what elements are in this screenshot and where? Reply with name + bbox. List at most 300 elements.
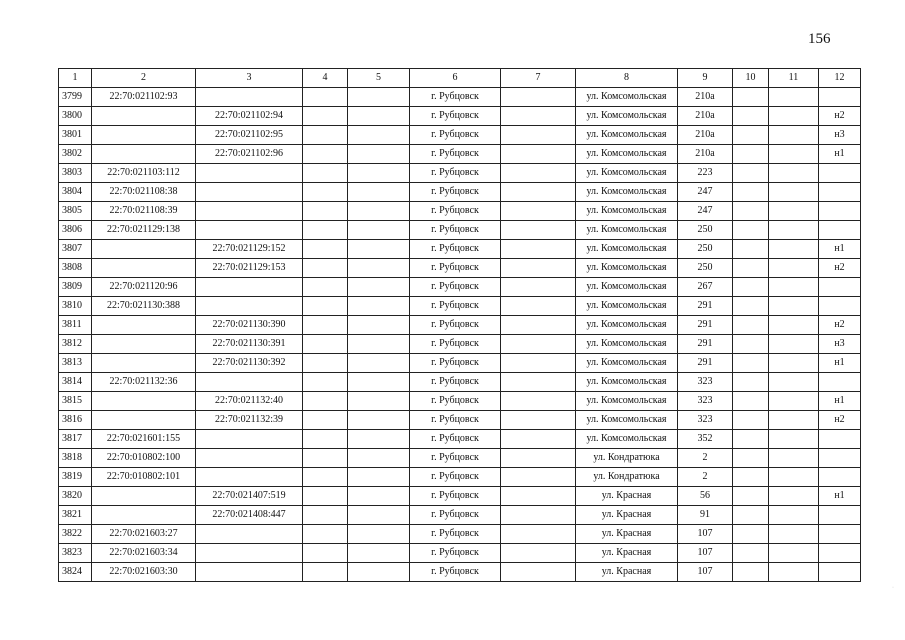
table-cell-col-3: 22:70:021102:94 <box>196 107 303 126</box>
table-cell-col-6: г. Рубцовск <box>410 297 501 316</box>
table-cell-col-3 <box>196 164 303 183</box>
table-cell-col-9: 323 <box>678 411 733 430</box>
table-cell-col-11 <box>769 468 819 487</box>
table-cell-col-6: г. Рубцовск <box>410 392 501 411</box>
table-row <box>59 335 861 354</box>
table-cell-col-2 <box>92 411 196 430</box>
table-row <box>59 373 861 392</box>
table-cell-col-11 <box>769 430 819 449</box>
table-cell-col-11 <box>769 145 819 164</box>
table-cell-col-2: 22:70:021102:93 <box>92 88 196 107</box>
table-cell-col-11 <box>769 563 819 582</box>
table-cell-col-3 <box>196 88 303 107</box>
table-cell-col-5 <box>348 411 410 430</box>
table-cell-col-10 <box>733 506 769 525</box>
table-cell-col-7 <box>501 392 576 411</box>
table-cell-col-7 <box>501 202 576 221</box>
table-cell-col-2 <box>92 107 196 126</box>
table-cell-col-12 <box>819 278 861 297</box>
column-header-4: 4 <box>303 69 348 88</box>
table-cell-col-2 <box>92 316 196 335</box>
table-cell-col-5 <box>348 563 410 582</box>
table-cell-col-12 <box>819 373 861 392</box>
table-cell-col-10 <box>733 449 769 468</box>
table-cell-col-1: 3811 <box>59 316 92 335</box>
table-cell-col-3 <box>196 468 303 487</box>
table-cell-col-3: 22:70:021130:391 <box>196 335 303 354</box>
table-cell-col-6: г. Рубцовск <box>410 221 501 240</box>
table-cell-col-4 <box>303 259 348 278</box>
table-cell-col-8: ул. Комсомольская <box>576 88 678 107</box>
table-cell-col-8: ул. Красная <box>576 544 678 563</box>
table-cell-col-11 <box>769 392 819 411</box>
table-cell-col-5 <box>348 487 410 506</box>
table-cell-col-3 <box>196 183 303 202</box>
table-cell-col-3 <box>196 544 303 563</box>
table-cell-col-2 <box>92 126 196 145</box>
table-cell-col-3: 22:70:021132:39 <box>196 411 303 430</box>
table-cell-col-11 <box>769 316 819 335</box>
table-cell-col-1: 3804 <box>59 183 92 202</box>
table-cell-col-8: ул. Комсомольская <box>576 297 678 316</box>
table-header-row <box>59 69 861 88</box>
table-cell-col-11 <box>769 240 819 259</box>
table-cell-col-3: 22:70:021130:390 <box>196 316 303 335</box>
table-cell-col-1: 3815 <box>59 392 92 411</box>
table-cell-col-7 <box>501 335 576 354</box>
table-cell-col-6: г. Рубцовск <box>410 183 501 202</box>
table-cell-col-3: 22:70:021102:96 <box>196 145 303 164</box>
table-cell-col-7 <box>501 240 576 259</box>
table-cell-col-1: 3818 <box>59 449 92 468</box>
table-cell-col-4 <box>303 126 348 145</box>
table-cell-col-11 <box>769 202 819 221</box>
table-cell-col-1: 3812 <box>59 335 92 354</box>
table-cell-col-6: г. Рубцовск <box>410 240 501 259</box>
table-cell-col-7 <box>501 354 576 373</box>
table-cell-col-4 <box>303 278 348 297</box>
table-cell-col-11 <box>769 449 819 468</box>
table-cell-col-12: н1 <box>819 354 861 373</box>
table-cell-col-2: 22:70:021129:138 <box>92 221 196 240</box>
table-cell-col-2: 22:70:021603:30 <box>92 563 196 582</box>
table-cell-col-11 <box>769 487 819 506</box>
table-cell-col-8: ул. Комсомольская <box>576 240 678 259</box>
table-cell-col-3: 22:70:021132:40 <box>196 392 303 411</box>
table-cell-col-11 <box>769 126 819 145</box>
column-header-11: 11 <box>769 69 819 88</box>
table-cell-col-11 <box>769 297 819 316</box>
table-cell-col-4 <box>303 354 348 373</box>
table-cell-col-6: г. Рубцовск <box>410 259 501 278</box>
table-cell-col-1: 3809 <box>59 278 92 297</box>
table-cell-col-5 <box>348 335 410 354</box>
table-cell-col-10 <box>733 411 769 430</box>
table-row <box>59 525 861 544</box>
table-cell-col-6: г. Рубцовск <box>410 544 501 563</box>
table-cell-col-4 <box>303 392 348 411</box>
table-cell-col-6: г. Рубцовск <box>410 164 501 183</box>
table-cell-col-7 <box>501 430 576 449</box>
table-cell-col-10 <box>733 240 769 259</box>
table-row <box>59 392 861 411</box>
table-cell-col-1: 3810 <box>59 297 92 316</box>
table-cell-col-2 <box>92 335 196 354</box>
table-cell-col-3: 22:70:021129:152 <box>196 240 303 259</box>
table-cell-col-9: 267 <box>678 278 733 297</box>
table-cell-col-1: 3817 <box>59 430 92 449</box>
table-cell-col-6: г. Рубцовск <box>410 468 501 487</box>
table-cell-col-4 <box>303 240 348 259</box>
table-cell-col-2: 22:70:021132:36 <box>92 373 196 392</box>
table-cell-col-8: ул. Красная <box>576 563 678 582</box>
table-cell-col-11 <box>769 183 819 202</box>
scan-speck: · <box>892 585 894 591</box>
table-cell-col-5 <box>348 316 410 335</box>
table-cell-col-1: 3823 <box>59 544 92 563</box>
table-cell-col-5 <box>348 506 410 525</box>
table-cell-col-4 <box>303 525 348 544</box>
table-cell-col-8: ул. Комсомольская <box>576 145 678 164</box>
table-cell-col-5 <box>348 525 410 544</box>
table-cell-col-12 <box>819 544 861 563</box>
table-cell-col-8: ул. Красная <box>576 525 678 544</box>
table-cell-col-8: ул. Комсомольская <box>576 278 678 297</box>
table-cell-col-8: ул. Комсомольская <box>576 392 678 411</box>
table-cell-col-12: н2 <box>819 107 861 126</box>
table-cell-col-4 <box>303 145 348 164</box>
table-cell-col-12 <box>819 183 861 202</box>
table-cell-col-2 <box>92 145 196 164</box>
table-cell-col-5 <box>348 183 410 202</box>
column-header-1: 1 <box>59 69 92 88</box>
table-cell-col-12 <box>819 202 861 221</box>
table-cell-col-11 <box>769 278 819 297</box>
table-cell-col-12 <box>819 563 861 582</box>
table-cell-col-1: 3813 <box>59 354 92 373</box>
table-cell-col-9: 250 <box>678 221 733 240</box>
table-cell-col-11 <box>769 221 819 240</box>
table-cell-col-2: 22:70:021108:38 <box>92 183 196 202</box>
table-cell-col-9: 210а <box>678 88 733 107</box>
table-cell-col-9: 291 <box>678 316 733 335</box>
table-cell-col-5 <box>348 259 410 278</box>
table-cell-col-5 <box>348 202 410 221</box>
table-cell-col-7 <box>501 278 576 297</box>
table-cell-col-4 <box>303 88 348 107</box>
table-cell-col-7 <box>501 183 576 202</box>
table-cell-col-12: н1 <box>819 392 861 411</box>
table-row <box>59 354 861 373</box>
table-cell-col-6: г. Рубцовск <box>410 563 501 582</box>
table-cell-col-8: ул. Красная <box>576 506 678 525</box>
table-cell-col-5 <box>348 88 410 107</box>
table-cell-col-12: н3 <box>819 126 861 145</box>
table-cell-col-12: н1 <box>819 487 861 506</box>
page-number: 156 <box>808 31 831 47</box>
table-cell-col-5 <box>348 164 410 183</box>
table-cell-col-1: 3801 <box>59 126 92 145</box>
table-cell-col-9: 250 <box>678 259 733 278</box>
table-cell-col-2 <box>92 487 196 506</box>
table-cell-col-3 <box>196 430 303 449</box>
table-cell-col-9: 91 <box>678 506 733 525</box>
table-row <box>59 316 861 335</box>
table-cell-col-12 <box>819 297 861 316</box>
table-cell-col-5 <box>348 468 410 487</box>
table-row <box>59 240 861 259</box>
table-cell-col-2: 22:70:021603:27 <box>92 525 196 544</box>
table-cell-col-5 <box>348 430 410 449</box>
table-row <box>59 164 861 183</box>
table-cell-col-10 <box>733 278 769 297</box>
table-cell-col-10 <box>733 202 769 221</box>
table-cell-col-12 <box>819 449 861 468</box>
table-cell-col-4 <box>303 430 348 449</box>
table-cell-col-10 <box>733 430 769 449</box>
table-cell-col-3: 22:70:021407:519 <box>196 487 303 506</box>
table-cell-col-4 <box>303 468 348 487</box>
table-cell-col-10 <box>733 259 769 278</box>
table-cell-col-11 <box>769 506 819 525</box>
table-cell-col-12: н2 <box>819 259 861 278</box>
table-cell-col-9: 210а <box>678 126 733 145</box>
table-cell-col-9: 250 <box>678 240 733 259</box>
table-cell-col-12 <box>819 88 861 107</box>
table-cell-col-6: г. Рубцовск <box>410 316 501 335</box>
table-cell-col-10 <box>733 544 769 563</box>
table-cell-col-4 <box>303 297 348 316</box>
table-cell-col-4 <box>303 449 348 468</box>
table-cell-col-6: г. Рубцовск <box>410 335 501 354</box>
table-cell-col-8: ул. Комсомольская <box>576 316 678 335</box>
column-header-7: 7 <box>501 69 576 88</box>
table-cell-col-5 <box>348 354 410 373</box>
table-cell-col-12: н1 <box>819 145 861 164</box>
table-cell-col-3 <box>196 221 303 240</box>
table-cell-col-5 <box>348 107 410 126</box>
table-cell-col-3 <box>196 278 303 297</box>
table-cell-col-5 <box>348 126 410 145</box>
table-row <box>59 487 861 506</box>
table-cell-col-7 <box>501 88 576 107</box>
table-cell-col-2 <box>92 392 196 411</box>
table-cell-col-12 <box>819 430 861 449</box>
table-cell-col-1: 3816 <box>59 411 92 430</box>
table-row <box>59 544 861 563</box>
table-cell-col-11 <box>769 373 819 392</box>
table-cell-col-4 <box>303 506 348 525</box>
table-cell-col-1: 3800 <box>59 107 92 126</box>
table-cell-col-6: г. Рубцовск <box>410 88 501 107</box>
table-row <box>59 563 861 582</box>
registry-table <box>58 68 861 582</box>
table-cell-col-12: н2 <box>819 411 861 430</box>
table-cell-col-1: 3805 <box>59 202 92 221</box>
table-cell-col-6: г. Рубцовск <box>410 430 501 449</box>
table-cell-col-10 <box>733 392 769 411</box>
table-cell-col-4 <box>303 411 348 430</box>
table-cell-col-7 <box>501 107 576 126</box>
table-cell-col-5 <box>348 544 410 563</box>
table-cell-col-1: 3822 <box>59 525 92 544</box>
table-cell-col-6: г. Рубцовск <box>410 126 501 145</box>
table-cell-col-1: 3814 <box>59 373 92 392</box>
table-cell-col-8: ул. Комсомольская <box>576 354 678 373</box>
table-cell-col-3: 22:70:021102:95 <box>196 126 303 145</box>
table-cell-col-4 <box>303 563 348 582</box>
column-header-6: 6 <box>410 69 501 88</box>
table-cell-col-9: 223 <box>678 164 733 183</box>
table-cell-col-11 <box>769 354 819 373</box>
table-cell-col-7 <box>501 468 576 487</box>
table-cell-col-9: 247 <box>678 183 733 202</box>
table-cell-col-7 <box>501 297 576 316</box>
table-cell-col-9: 323 <box>678 373 733 392</box>
table-cell-col-1: 3808 <box>59 259 92 278</box>
table-cell-col-12: н1 <box>819 240 861 259</box>
table-row <box>59 278 861 297</box>
table-cell-col-9: 352 <box>678 430 733 449</box>
table-cell-col-9: 291 <box>678 354 733 373</box>
table-cell-col-4 <box>303 544 348 563</box>
table-cell-col-7 <box>501 373 576 392</box>
table-row <box>59 145 861 164</box>
table-cell-col-9: 107 <box>678 525 733 544</box>
table-cell-col-1: 3807 <box>59 240 92 259</box>
table-cell-col-10 <box>733 145 769 164</box>
table-cell-col-3: 22:70:021129:153 <box>196 259 303 278</box>
table-cell-col-10 <box>733 487 769 506</box>
table-cell-col-10 <box>733 126 769 145</box>
table-cell-col-6: г. Рубцовск <box>410 107 501 126</box>
table-cell-col-8: ул. Кондратюка <box>576 449 678 468</box>
column-header-9: 9 <box>678 69 733 88</box>
table-cell-col-12 <box>819 468 861 487</box>
table-cell-col-6: г. Рубцовск <box>410 373 501 392</box>
table-cell-col-1: 3806 <box>59 221 92 240</box>
table-cell-col-7 <box>501 221 576 240</box>
table-cell-col-1: 3803 <box>59 164 92 183</box>
table-cell-col-4 <box>303 107 348 126</box>
table-cell-col-9: 210а <box>678 145 733 164</box>
table-row <box>59 297 861 316</box>
table-cell-col-4 <box>303 202 348 221</box>
table-cell-col-6: г. Рубцовск <box>410 202 501 221</box>
table-cell-col-7 <box>501 563 576 582</box>
table-cell-col-9: 291 <box>678 297 733 316</box>
table-cell-col-10 <box>733 354 769 373</box>
table-cell-col-6: г. Рубцовск <box>410 525 501 544</box>
table-cell-col-1: 3821 <box>59 506 92 525</box>
table-cell-col-2: 22:70:021120:96 <box>92 278 196 297</box>
table-cell-col-6: г. Рубцовск <box>410 449 501 468</box>
table-row <box>59 449 861 468</box>
table-cell-col-5 <box>348 449 410 468</box>
table-cell-col-7 <box>501 487 576 506</box>
table-cell-col-2: 22:70:010802:100 <box>92 449 196 468</box>
table-cell-col-5 <box>348 145 410 164</box>
table-cell-col-2: 22:70:021601:155 <box>92 430 196 449</box>
table-cell-col-8: ул. Комсомольская <box>576 202 678 221</box>
table-cell-col-11 <box>769 88 819 107</box>
table-cell-col-1: 3802 <box>59 145 92 164</box>
table-cell-col-5 <box>348 392 410 411</box>
table-cell-col-8: ул. Комсомольская <box>576 183 678 202</box>
table-cell-col-7 <box>501 411 576 430</box>
table-cell-col-5 <box>348 297 410 316</box>
table-cell-col-3 <box>196 563 303 582</box>
table-cell-col-1: 3820 <box>59 487 92 506</box>
table-cell-col-7 <box>501 506 576 525</box>
table-cell-col-2: 22:70:021103:112 <box>92 164 196 183</box>
table-cell-col-9: 291 <box>678 335 733 354</box>
table-row <box>59 126 861 145</box>
table-cell-col-8: ул. Комсомольская <box>576 259 678 278</box>
table-cell-col-8: ул. Комсомольская <box>576 411 678 430</box>
table-cell-col-10 <box>733 221 769 240</box>
table-cell-col-12 <box>819 525 861 544</box>
table-cell-col-10 <box>733 468 769 487</box>
table-cell-col-4 <box>303 487 348 506</box>
table-cell-col-11 <box>769 525 819 544</box>
table-cell-col-10 <box>733 164 769 183</box>
table-cell-col-12: н2 <box>819 316 861 335</box>
table-cell-col-6: г. Рубцовск <box>410 506 501 525</box>
table-cell-col-3 <box>196 373 303 392</box>
table-row <box>59 430 861 449</box>
table-cell-col-9: 107 <box>678 544 733 563</box>
table-cell-col-9: 2 <box>678 468 733 487</box>
table-cell-col-4 <box>303 373 348 392</box>
table-cell-col-9: 2 <box>678 449 733 468</box>
table-cell-col-4 <box>303 164 348 183</box>
table-cell-col-3 <box>196 525 303 544</box>
table-row <box>59 468 861 487</box>
table-cell-col-11 <box>769 164 819 183</box>
table-cell-col-10 <box>733 183 769 202</box>
table-cell-col-3 <box>196 297 303 316</box>
table-cell-col-8: ул. Комсомольская <box>576 126 678 145</box>
table-cell-col-5 <box>348 278 410 297</box>
table-cell-col-7 <box>501 164 576 183</box>
table-cell-col-5 <box>348 221 410 240</box>
table-cell-col-2: 22:70:010802:101 <box>92 468 196 487</box>
table-cell-col-7 <box>501 525 576 544</box>
table-cell-col-6: г. Рубцовск <box>410 411 501 430</box>
table-cell-col-8: ул. Комсомольская <box>576 221 678 240</box>
column-header-5: 5 <box>348 69 410 88</box>
table-cell-col-12 <box>819 506 861 525</box>
table-cell-col-4 <box>303 183 348 202</box>
table-cell-col-2: 22:70:021130:388 <box>92 297 196 316</box>
table-cell-col-7 <box>501 126 576 145</box>
table-cell-col-8: ул. Комсомольская <box>576 373 678 392</box>
table-cell-col-11 <box>769 335 819 354</box>
column-header-12: 12 <box>819 69 861 88</box>
table-cell-col-10 <box>733 107 769 126</box>
table-cell-col-6: г. Рубцовск <box>410 278 501 297</box>
table-cell-col-7 <box>501 145 576 164</box>
table-cell-col-10 <box>733 525 769 544</box>
table-row <box>59 107 861 126</box>
table-cell-col-7 <box>501 449 576 468</box>
table-cell-col-10 <box>733 88 769 107</box>
table-row <box>59 183 861 202</box>
table-cell-col-9: 210а <box>678 107 733 126</box>
table-cell-col-10 <box>733 316 769 335</box>
column-header-8: 8 <box>576 69 678 88</box>
